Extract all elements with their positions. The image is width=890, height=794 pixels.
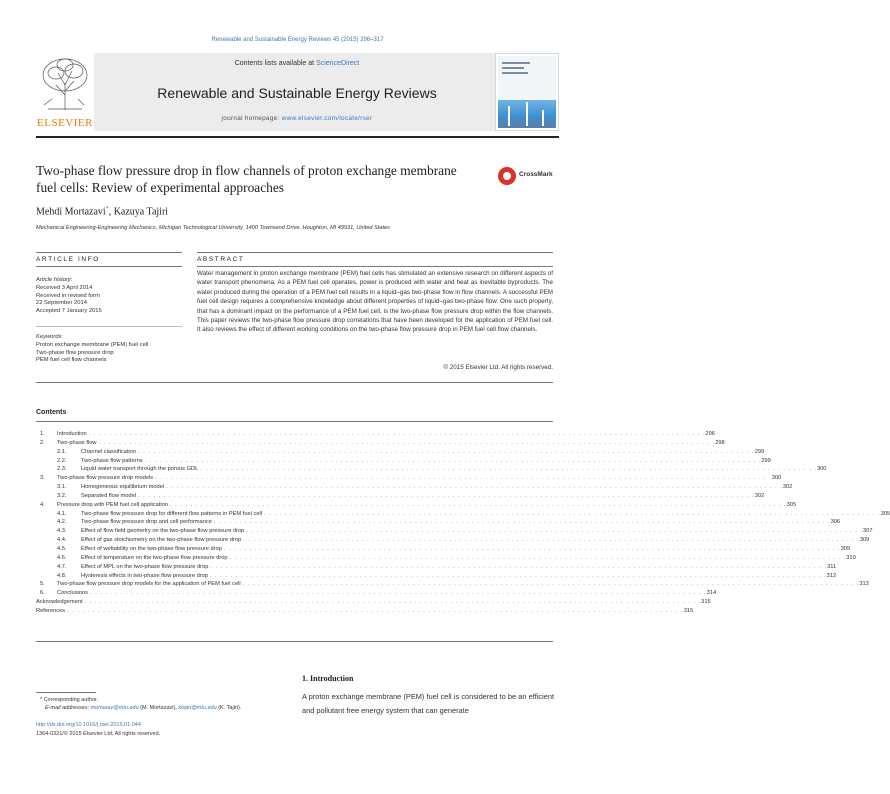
keyword: PEM fuel cell flow channels xyxy=(36,357,107,364)
doi-link[interactable] xyxy=(36,722,141,728)
abstract-text: Water management in proton exchange membrane (PEM) fuel cells has stimulated an extensive research on different aspects of water transport phenomena. As a PEM fuel cell operates, power is produced with water and heat as inevitable byproducts. The water produced during the operation of a PEM fuel cell results in a liquid–gas two-phase flow in flow channels. A successful PEM fuel cell design requires a comprehensive knowledge about different properties of liquid–gas two-phase flow. One such property, that has a dominant impact on the performance of a PEM fuel cell, is the two-phase flow pressure drop within the flow channels. This paper reviews the two-phase flow pressure drop correlations that have been developed for the application of PEM fuel cell. It also reviews the effect of different working conditions on the two-phase flow pressure drop in PEM fuel cell flow channels. xyxy=(197,270,553,334)
toc-entry-page[interactable]: 312 xyxy=(826,572,837,579)
corresponding-author-mark[interactable]: * xyxy=(105,206,109,212)
toc-entry[interactable] xyxy=(36,563,837,572)
toc-entry[interactable] xyxy=(36,457,771,466)
toc-entry-number: 4.5. xyxy=(57,545,67,552)
toc-entry-line xyxy=(81,510,890,519)
toc-entry-page[interactable]: 302 xyxy=(754,492,765,499)
email-label: E-mail addresses: xyxy=(45,705,90,711)
toc-leader-dots: . . . . . . . . . . . . . . . . . . . . . . . . . . . . . . . . . . . . . . . . . . . . . . . . . . . . . . . . . . . . . . . . . . . . . . . . . . . . . . . . . . . . . . . . . . . . . . . . . . . . . . . . . . . . . . . . . . . . . . . . xyxy=(246,528,864,535)
toc-entry-page[interactable]: 306 xyxy=(830,519,841,526)
toc-entry-title[interactable]: Conclusions xyxy=(57,590,88,597)
toc-leader-dots: . . . . . . . . . . . . . . . . . . . . . . . . . . . . . . . . . . . . . . . . . . . . . . . . . . . . . . . . . . . . . . . . . . . . . . . . . . . . . . . . . . . . . . . . . . . . . . . . . . . . . . . . . . . . . . . . . . . . . . . . xyxy=(229,554,847,561)
toc-entry-number: 4.2. xyxy=(57,519,67,526)
section-heading-introduction: 1. Introduction xyxy=(302,674,354,683)
elsevier-logo[interactable] xyxy=(36,53,94,131)
toc-entry-line xyxy=(81,448,765,457)
cover-image xyxy=(498,100,556,128)
toc-entry-page[interactable]: 302 xyxy=(782,484,793,491)
toc-entry-title[interactable]: Two-phase flow pressure drop and cell performance xyxy=(81,519,212,526)
toc-entry-title[interactable]: Two-phase flow xyxy=(57,439,97,446)
toc-entry-title[interactable]: Channel classification xyxy=(81,448,137,455)
toc-entry-page[interactable]: 314 xyxy=(706,590,717,597)
toc-entry[interactable] xyxy=(36,492,765,501)
toc-entry-number: 4.1. xyxy=(57,510,67,517)
toc-leader-dots: . . . . . . . . . . . . . . . . . . . . . . . . . . . . . . . . . . . . . . . . . . . . . . . . . . . . . . . . . . . . . . . . . . . . . . . . . . . . . . . . . . . . . . . . . . . . . . . . . . . . . . . . . . . . . . . . . . . . . . . . xyxy=(67,607,684,614)
toc-entry[interactable] xyxy=(36,430,715,439)
toc-entry-number: 2.3. xyxy=(57,466,67,473)
cover-turbine-mark xyxy=(542,110,544,126)
history-item: Received in revised form xyxy=(36,292,100,299)
toc-entry-number: 2. xyxy=(40,439,45,446)
toc-entry-number: 1. xyxy=(40,431,45,437)
toc-entry-line xyxy=(81,563,837,572)
toc-leader-dots: . . . . . . . . . . . . . . . . . . . . . . . . . . . . . . . . . . . . . . . . . . . . . . . . . . . . . . . . . . . . . . . . . . . . . . . . . . . . . . . . . . . . . . . . . . . . . . . . . . . . . . . . . . . . . . . . . . . . . . . . xyxy=(155,475,772,482)
toc-leader-dots: . . . . . . . . . . . . . . . . . . . . . . . . . . . . . . . . . . . . . . . . . . . . . . . . . . . . . . . . . . . . . . . . . . . . . . . . . . . . . . . . . . . . . . . . . . . . . . . . . . . . . . . . . . . . . . . . . . . . . . . . xyxy=(264,510,881,517)
toc-entry[interactable] xyxy=(36,607,694,616)
toc-entry-number: 4. xyxy=(40,501,45,508)
toc-entry[interactable] xyxy=(36,518,841,527)
journal-homepage-line xyxy=(94,115,500,122)
article-info-heading: ARTICLE INFO xyxy=(36,256,100,263)
sciencedirect-link[interactable]: ScienceDirect xyxy=(316,60,360,67)
toc-entry-number: 6. xyxy=(40,590,45,597)
toc-entry[interactable] xyxy=(36,439,725,448)
toc-entry-title[interactable]: Two-phase flow pressure drop models xyxy=(57,475,154,482)
toc-entry-title[interactable]: Two-phase flow pressure drop for different flow patterns in PEM fuel cell xyxy=(81,510,263,517)
toc-entry[interactable] xyxy=(36,545,851,554)
toc-entry-page[interactable]: 315 xyxy=(683,607,694,614)
elsevier-wordmark: ELSEVIER xyxy=(37,117,93,129)
toc-entry-title[interactable]: Effect of flow field geometry on the two-phase flow pressure drop xyxy=(81,528,245,535)
toc-leader-dots: . . . . . . . . . . . . . . . . . . . . . . . . . . . . . . . . . . . . . . . . . . . . . . . . . . . . . . . . . . . . . . . . . . . . . . . . . . . . . . . . . . . . . . . . . . . . . . . . . . . . . . . . . . . . . . . . . . . . . . . . xyxy=(138,492,755,499)
toc-leader-dots: . . . . . . . . . . . . . . . . . . . . . . . . . . . . . . . . . . . . . . . . . . . . . . . . . . . . . . . . . . . . . . . . . . . . . . . . . . . . . . . . . . . . . . . . . . . . . . . . . . . . . . . . . . . . . . . . . . . . . . . . xyxy=(166,484,783,491)
toc-entry-number: 4.8. xyxy=(57,572,67,579)
toc-entry[interactable] xyxy=(36,474,782,483)
toc-entry[interactable] xyxy=(36,483,793,492)
elsevier-tree-icon xyxy=(38,55,92,111)
toc-leader-dots: . . . . . . . . . . . . . . . . . . . . . . . . . . . . . . . . . . . . . . . . . . . . . . . . . . . . . . . . . . . . . . . . . . . . . . . . . . . . . . . . . . . . . . . . . . . . . . . . . . . . . . . . . . . . . . . . . . . . . . . . xyxy=(144,457,762,464)
toc-entry-line xyxy=(81,492,765,501)
toc-entry-title[interactable]: Acknowledgement xyxy=(36,599,83,606)
email-link[interactable]: mortazav@mtu.edu xyxy=(90,705,139,711)
toc-entry-line xyxy=(57,589,717,598)
toc-entry-page[interactable]: 298 xyxy=(715,439,725,446)
history-item: 22 September 2014 xyxy=(36,300,87,307)
toc-entry-line xyxy=(57,474,782,483)
contents-heading: Contents xyxy=(36,409,67,416)
homepage-prefix: journal homepage: xyxy=(221,115,282,122)
crossmark-label: CrossMark xyxy=(519,171,553,178)
toc-entry[interactable] xyxy=(36,554,856,563)
toc-entry-page[interactable]: 300 xyxy=(816,466,827,473)
toc-entry-page[interactable]: 296 xyxy=(705,431,715,437)
toc-leader-dots: . . . . . . . . . . . . . . . . . . . . . . . . . . . . . . . . . . . . . . . . . . . . . . . . . . . . . . . . . . . . . . . . . . . . . . . . . . . . . . . . . . . . . . . . . . . . . . . . . . . . . . . . . . . . . . . . . . . . . . . . xyxy=(89,590,707,597)
doi-url[interactable]: http://dx.doi.org/10.1016/j.rser.2015.01.044 xyxy=(36,722,141,728)
history-label: Article history: xyxy=(36,277,73,283)
toc-entry-page[interactable]: 299 xyxy=(754,448,765,455)
toc-entry-line xyxy=(81,545,851,554)
table-of-contents xyxy=(36,430,890,616)
keywords-label: Keywords: xyxy=(36,334,64,340)
cover-turbine-mark xyxy=(526,102,528,126)
toc-entry-page[interactable]: 313 xyxy=(859,581,869,588)
toc-entry[interactable] xyxy=(36,572,837,581)
article-title: Two-phase flow pressure drop in flow channels of proton exchange membrane fuel cells: Review of experimental approaches xyxy=(36,163,457,195)
toc-entry-page[interactable]: 311 xyxy=(827,563,837,570)
toc-entry-title[interactable]: Pressure drop with PEM fuel cell application xyxy=(57,501,168,508)
author-affiliation: Mechanical Engineering-Engineering Mechanics, Michigan Technological University, 1400 Townsend Drive, Houghton, MI 49931, United States xyxy=(36,225,390,231)
author-name[interactable]: , Kazuya Tajiri xyxy=(108,206,169,218)
keyword: Two-phase flow pressure drop xyxy=(36,349,114,356)
journal-header xyxy=(36,53,559,131)
abstract-rule xyxy=(197,252,553,253)
toc-entry-number: 5. xyxy=(40,581,45,588)
toc-entry-page[interactable]: 309 xyxy=(840,545,851,552)
toc-entry-line xyxy=(81,572,837,581)
toc-entry-line xyxy=(57,439,725,448)
history-item: Accepted 7 January 2015 xyxy=(36,308,102,315)
toc-entry-line xyxy=(81,536,870,545)
toc-leader-dots: . . . . . . . . . . . . . . . . . . . . . . . . . . . . . . . . . . . . . . . . . . . . . . . . . . . . . . . . . . . . . . . . . . . . . . . . . . . . . . . . . . . . . . . . . . . . . . . . . . . . . . . . . . . . . . . . . . . . . . . . xyxy=(84,599,702,606)
toc-entry-line xyxy=(57,430,715,439)
toc-entry-title[interactable]: Homogeneous equilibrium model xyxy=(81,484,165,491)
toc-entry-line xyxy=(36,598,711,607)
toc-leader-dots: . . . . . . . . . . . . . . . . . . . . . . . . . . . . . . . . . . . . . . . . . . . . . . . . . . . . . . . . . . . . . . . . . . . . . . . . . . . . . . . . . . . . . . . . . . . . . . . . . . . . . . . . . . . . . . . . . . . . . . . . xyxy=(210,563,828,570)
toc-entry-title[interactable]: Two-phase flow patterns xyxy=(81,457,143,464)
toc-entry-line xyxy=(81,527,873,536)
keyword: Proton exchange membrane (PEM) fuel cell xyxy=(36,341,149,348)
abstract-copyright: © 2015 Elsevier Ltd. All rights reserved. xyxy=(443,364,553,371)
abstract-bottom-rule xyxy=(36,382,553,383)
toc-entry-number: 3.1. xyxy=(57,484,67,491)
toc-leader-dots: . . . . . . . . . . . . . . . . . . . . . . . . . . . . . . . . . . . . . . . . . . . . . . . . . . . . . . . . . . . . . . . . . . . . . . . . . . . . . . . . . . . . . . . . . . . . . . . . . . . . . . . . . . . . . . . . . . . . . . . . xyxy=(213,519,831,526)
toc-entry-line xyxy=(57,580,869,589)
abstract-rule xyxy=(197,266,553,267)
introduction-text: A proton exchange membrane (PEM) fuel cell is considered to be an efficient and pollutant free energy system that can generate xyxy=(302,692,554,715)
toc-entry-line xyxy=(57,501,797,510)
toc-entry-page[interactable]: 310 xyxy=(846,554,856,561)
toc-entry[interactable] xyxy=(36,501,797,510)
toc-entry[interactable] xyxy=(36,510,890,519)
footnote-rule xyxy=(36,692,96,693)
toc-leader-dots: . . . . . . . . . . . . . . . . . . . . . . . . . . . . . . . . . . . . . . . . . . . . . . . . . . . . . . . . . . . . . . . . . . . . . . . . . . . . . . . . . . . . . . . . . . . . . . . . . . . . . . . . . . . . . . . . . . . . . . . . xyxy=(242,581,860,588)
toc-entry[interactable] xyxy=(36,527,873,536)
contents-rule xyxy=(36,421,553,422)
article-info-rule xyxy=(36,252,182,253)
cover-turbine-mark xyxy=(508,106,510,126)
crossmark-icon xyxy=(498,167,516,185)
toc-entry-page[interactable]: 305 xyxy=(786,501,797,508)
toc-leader-dots: . . . . . . . . . . . . . . . . . . . . . . . . . . . . . . . . . . . . . . . . . . . . . . . . . . . . . . . . . . . . . . . . . . . . . . . . . . . . . . . . . . . . . . . . . . . . . . . . . . . . . . . . . . . . . . . . . . . . . . . . xyxy=(98,439,716,446)
toc-entry-number: 4.4. xyxy=(57,537,67,544)
toc-entry-line xyxy=(36,607,694,616)
email-owner: (K. Tajiri). xyxy=(216,705,242,711)
toc-entry-title[interactable]: Effect of gas stoichiometry on the two-phase flow pressure drop xyxy=(81,537,242,544)
toc-entry-title[interactable]: Liquid water transport through the porous GDL xyxy=(81,466,199,473)
toc-entry[interactable] xyxy=(36,448,765,457)
journal-cover-thumbnail[interactable] xyxy=(495,53,559,131)
abstract-heading: ABSTRACT xyxy=(197,256,245,263)
email-addresses xyxy=(45,705,241,711)
toc-entry-number: 4.7. xyxy=(57,563,67,570)
toc-entry[interactable] xyxy=(36,465,827,474)
toc-entry-number: 4.3. xyxy=(57,528,67,535)
toc-entry-page[interactable]: 307 xyxy=(863,528,873,535)
contents-prefix: Contents lists available at xyxy=(234,60,317,67)
toc-entry-title[interactable]: Effect of temperature on the two-phase flow pressure drop xyxy=(81,554,228,561)
toc-entry-title[interactable]: Effect of MPL on the two-phase flow pressure drop xyxy=(81,563,209,570)
toc-entry-number: 4.6. xyxy=(57,554,67,561)
keywords xyxy=(36,334,148,365)
toc-entry-page[interactable]: 305 xyxy=(880,510,890,517)
journal-title: Renewable and Sustainable Energy Reviews xyxy=(157,85,437,101)
cover-text-line xyxy=(502,67,524,69)
toc-entry-line xyxy=(81,457,771,466)
author-name[interactable]: Mehdi Mortazavi xyxy=(36,206,106,218)
contents-bottom-rule xyxy=(36,641,553,642)
toc-entry-title[interactable]: Separated flow model xyxy=(81,492,137,499)
toc-leader-dots: . . . . . . . . . . . . . . . . . . . . . . . . . . . . . . . . . . . . . . . . . . . . . . . . . . . . . . . . . . . . . . . . . . . . . . . . . . . . . . . . . . . . . . . . . . . . . . . . . . . . . . . . . . . . . . . . . . . . . . . . xyxy=(209,572,827,579)
email-link[interactable]: ktajiri@mtu.edu xyxy=(178,705,217,711)
toc-entry-number: 2.1. xyxy=(57,448,67,455)
toc-entry-title[interactable]: Effect of wettability on the two-phase flow pressure drop xyxy=(81,545,222,552)
toc-entry[interactable] xyxy=(36,536,870,545)
toc-leader-dots: . . . . . . . . . . . . . . . . . . . . . . . . . . . . . . . . . . . . . . . . . . . . . . . . . . . . . . . . . . . . . . . . . . . . . . . . . . . . . . . . . . . . . . . . . . . . . . . . . . . . . . . . . . . . . . . . . . . . . . . . xyxy=(169,501,787,508)
toc-entry-number: 3. xyxy=(40,475,45,482)
corresponding-author-note: * Corresponding author. xyxy=(40,697,99,703)
toc-entry-title[interactable]: Introduction xyxy=(57,431,87,437)
toc-entry-title[interactable]: References xyxy=(36,607,66,614)
cover-text-line xyxy=(502,72,528,74)
history-item: Received 3 April 2014 xyxy=(36,284,93,291)
article-info-rule xyxy=(36,326,182,327)
crossmark-badge[interactable] xyxy=(498,166,560,186)
toc-entry-title[interactable]: Hysteresis effects in two-phase flow pressure drop xyxy=(81,572,208,579)
toc-entry[interactable] xyxy=(36,589,717,598)
toc-leader-dots: . . . . . . . . . . . . . . . . . . . . . . . . . . . . . . . . . . . . . . . . . . . . . . . . . . . . . . . . . . . . . . . . . . . . . . . . . . . . . . . . . . . . . . . . . . . . . . . . . . . . . . . . . . . . . . . . . . . . . . . . xyxy=(200,466,817,473)
toc-entry-line xyxy=(81,483,793,492)
issn-line: 1364-0321/© 2015 Elsevier Ltd. All rights reserved. xyxy=(36,731,161,737)
contents-available-line xyxy=(94,60,500,67)
toc-entry-number: 3.2. xyxy=(57,492,67,499)
toc-entry-title[interactable]: Two-phase flow pressure drop models for the application of PEM fuel cell xyxy=(57,581,241,588)
toc-entry-page[interactable]: 300 xyxy=(771,475,782,482)
toc-entry-line xyxy=(81,554,856,563)
journal-citation-link[interactable]: Renewable and Sustainable Energy Reviews 45 (2015) 296–317 xyxy=(211,37,384,43)
author-list xyxy=(36,206,168,217)
toc-entry-line xyxy=(81,518,841,527)
toc-entry-page[interactable]: 299 xyxy=(761,457,771,464)
article-info-rule xyxy=(36,266,182,267)
toc-entry[interactable] xyxy=(36,580,869,589)
article-history xyxy=(36,277,102,316)
toc-leader-dots: . . . . . . . . . . . . . . . . . . . . . . . . . . . . . . . . . . . . . . . . . . . . . . . . . . . . . . . . . . . . . . . . . . . . . . . . . . . . . . . . . . . . . . . . . . . . . . . . . . . . . . . . . . . . . . . . . . . . . . . . xyxy=(243,537,860,544)
toc-entry-page[interactable]: 309 xyxy=(859,537,870,544)
cover-title-area xyxy=(498,56,556,100)
toc-entry-number: 2.2. xyxy=(57,457,67,464)
header-divider xyxy=(36,136,559,138)
cover-text-line xyxy=(502,62,530,64)
toc-leader-dots: . . . . . . . . . . . . . . . . . . . . . . . . . . . . . . . . . . . . . . . . . . . . . . . . . . . . . . . . . . . . . . . . . . . . . . . . . . . . . . . . . . . . . . . . . . . . . . . . . . . . . . . . . . . . . . . . . . . . . . . . xyxy=(88,431,706,437)
toc-entry-line xyxy=(81,465,827,474)
email-owner: (M. Mortazavi), xyxy=(138,705,179,711)
toc-entry-page[interactable]: 315 xyxy=(701,599,711,606)
toc-leader-dots: . . . . . . . . . . . . . . . . . . . . . . . . . . . . . . . . . . . . . . . . . . . . . . . . . . . . . . . . . . . . . . . . . . . . . . . . . . . . . . . . . . . . . . . . . . . . . . . . . . . . . . . . . . . . . . . . . . . . . . . . xyxy=(223,545,841,552)
toc-entry[interactable] xyxy=(36,598,711,607)
toc-leader-dots: . . . . . . . . . . . . . . . . . . . . . . . . . . . . . . . . . . . . . . . . . . . . . . . . . . . . . . . . . . . . . . . . . . . . . . . . . . . . . . . . . . . . . . . . . . . . . . . . . . . . . . . . . . . . . . . . . . . . . . . . xyxy=(138,448,755,455)
homepage-url-link[interactable]: www.elsevier.com/locate/rser xyxy=(281,115,373,122)
